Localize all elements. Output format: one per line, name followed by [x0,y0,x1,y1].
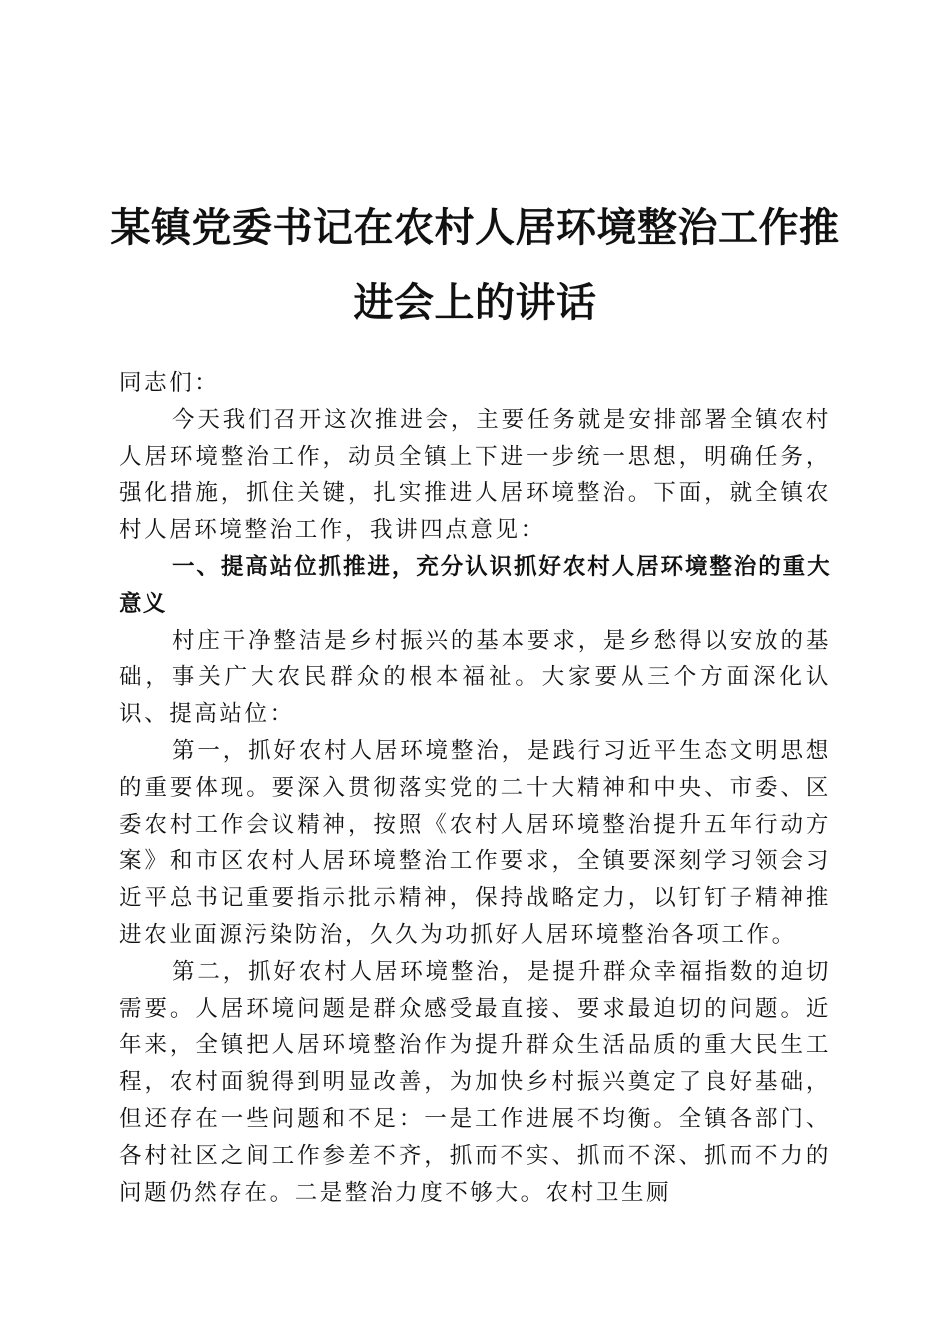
document-title: 某镇党委书记在农村人居环境整治工作推进会上的讲话 [110,204,840,326]
paragraph-point-1: 第一，抓好农村人居环境整治，是践行习近平生态文明思想的重要体现。要深入贯彻落实党的二十大精神和中央、市委、区委农村工作会议精神，按照《农村人居环境整治提升五年行动方案》和市区农村人居环境整治工作要求，全镇要深刻学习领会习近平总书记重要指示批示精神，保持战略定力，以钉钉子精神推进农业面源污染防治，久久为功抓好人居环境整治各项工作。 [119,737,831,948]
paragraph-point-2: 第二，抓好农村人居环境整治，是提升群众幸福指数的迫切需要。人居环境问题是群众感受最直接、要求最迫切的问题。近年来，全镇把人居环境整治作为提升群众生活品质的重大民生工程，农村面貌得到明显改善，为加快乡村振兴奠定了良好基础，但还存在一些问题和不足：一是工作进展不均衡。全镇各部门、各村社区之间工作参差不齐，抓而不实、抓而不深、抓而不力的问题仍然存在。二是整治力度不够大。农村卫生厕 [119,958,831,1206]
section-heading-1: 一、提高站位抓推进，充分认识抓好农村人居环境整治的重大意义 [119,553,831,617]
paragraph-intro: 今天我们召开这次推进会，主要任务就是安排部署全镇农村人居环境整治工作，动员全镇上下进一步统一思想，明确任务，强化措施，抓住关键，扎实推进人居环境整治。下面，就全镇农村人居环境整治工作，我讲四点意见： [119,406,831,544]
paragraph-significance: 村庄干净整洁是乡村振兴的基本要求，是乡愁得以安放的基础，事关广大农民群众的根本福祉。大家要从三个方面深化认识、提高站位： [119,627,831,728]
salutation: 同志们： [119,370,220,396]
document-body [119,365,831,1211]
